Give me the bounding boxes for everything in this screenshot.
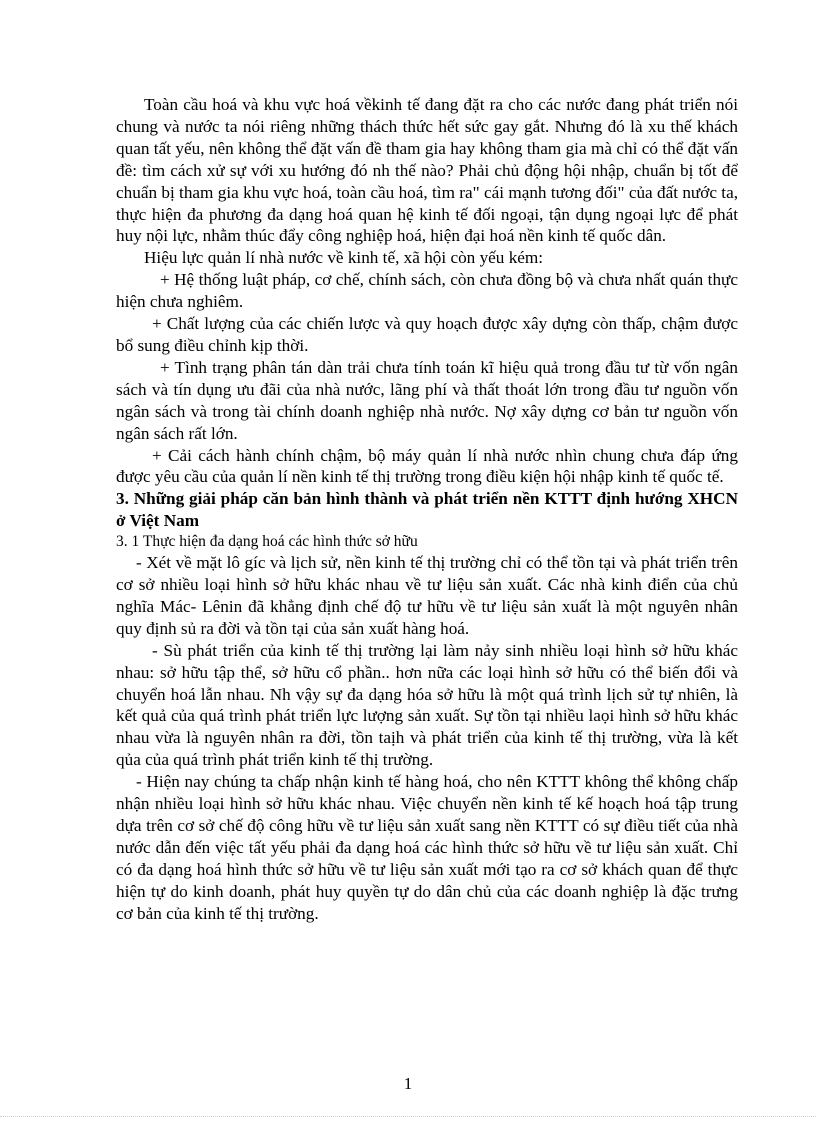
subsection-heading: 3. 1 Thực hiện đa dạng hoá các hình thức sở hữu: [116, 533, 418, 551]
page-content: [116, 94, 738, 925]
page-bottom-divider: [0, 1116, 816, 1117]
paragraph-strategy-quality: + Chất lượng của các chiến lược và quy hoạch được xây dựng còn thấp, chậm được bổ sung điều chỉnh kịp thời.: [116, 314, 738, 355]
paragraph-state-management: Hiệu lực quản lí nhà nước về kinh tế, xã hội còn yếu kém:: [144, 248, 544, 268]
paragraph-current-situation: - Hiện nay chúng ta chấp nhận kinh tế hàng hoá, cho nên KTTT không thể không chấp nhận nhiều loại hình sở hữu khác nhau. Việc chuyển nền kinh tế kế hoạch hoá tập trung dựa trên cơ sở chế độ công hữu về tư liệu sản xuất sang nền KTTT có sự điều tiết của nhà nước dẫn đến việc tất yếu phải đa dạng hoá các hình thức sở hữu về tư liệu sản xuất. Chỉ có đa dạng hoá hình thức sở hữu về tư liệu sản xuất mới tạo ra cơ sở khách quan để thực hiện tự do kinh doanh, phát huy quyền tự do dân chủ của các doanh nghiệp là đặc trưng cơ bản của kinh tế thị trường.: [116, 772, 738, 923]
paragraph-investment: + Tình trạng phân tán dàn trải chưa tính toán kĩ hiệu quả trong đầu tư từ vốn ngân sách và tín dụng ưu đãi của nhà nước, lãng phí và thất thoát lớn trong đầu tư nguồn vốn ngân sách và trong tài chính doanh nghiệp nhà nước. Nợ xây dựng cơ bản tư nguồn vốn ngân sách rất lớn.: [116, 357, 738, 443]
paragraph-admin-reform: + Cải cách hành chính chậm, bộ máy quản lí nhà nước nhìn chung chưa đáp ứng được yêu cầu của quản lí nền kinh tế thị trường trong điều kiện hội nhập kinh tế quốc tế.: [116, 445, 738, 487]
section-heading: 3. Những giải pháp căn bản hình thành và phát triển nền KTTT định hướng XHCN ở Việt Nam: [116, 489, 738, 531]
page-number: 1: [403, 1074, 413, 1093]
paragraph-market-development: - Sù phát triển của kinh tế thị trường lại làm nảy sinh nhiều loại hình sở hữu khác nhau: sở hữu tập thể, sở hữu cổ phần.. hơn nữa các loại hình sở hữu có thể biến đổi và chuyển hoá lẫn nhau. Nh vậy sự đa dạng hóa sở hữu là một quá trình lịch sử tự nhiên, là kết quả của quá trình phát triển lực lượng sản xuất. Sự tồn tại nhiều laọi hình sở hữu khác nhau vừa là nguyên nhân ra đời, tồn taịh và phát triển của kinh tế thị trường, vừa là kết qủa của quá trình phát triển kinh tế thị trường.: [116, 640, 738, 770]
paragraph-globalization: Toàn cầu hoá và khu vực hoá vềkinh tế đang đặt ra cho các nước đang phát triển nói chung và nước ta nói riêng những thách thức hết sức gay gắt. Nhưng đó là xu thế khách quan tất yếu, nên không thể đặt vấn đề tham gia hay không tham gia mà chỉ có thể đặt vấn đề: tìm cách xử sự với xu hướng đó nh thế nào? Phải chủ động hội nhập, chuẩn bị tốt để chuẩn bị tham gia khu vực hoá, toàn cầu hoá, tìm ra" cái mạnh tương đối" của đất nước ta, thực hiện đa phương đa dạng hoá quan hệ kinh tế đối ngoại, tận dụng ngoại lực để phát huy nội lực, nhằm thúc đẩy công nghiệp hoá, hiện đại hoá nền kinh tế quốc dân.: [116, 95, 738, 246]
paragraph-legal-system: + Hệ thống luật pháp, cơ chế, chính sách, còn chưa đồng bộ và chưa nhất quán thực hiện chưa nghiêm.: [116, 270, 738, 312]
paragraph-logic-history: - Xét về mặt lô gíc và lịch sử, nền kinh tế thị trường chỉ có thể tồn tại và phát triển trên cơ sở nhiều loại hình sở hữu khác nhau về tư liệu sản xuất. Các nhà kinh điển của chủ nghĩa Mác- Lênin đã khẳng định chế độ tư hữu về tư liệu sản xuất là một nguyên nhân quy định sủ ra đời và tồn tại của sản xuất hàng hoá.: [116, 553, 738, 638]
